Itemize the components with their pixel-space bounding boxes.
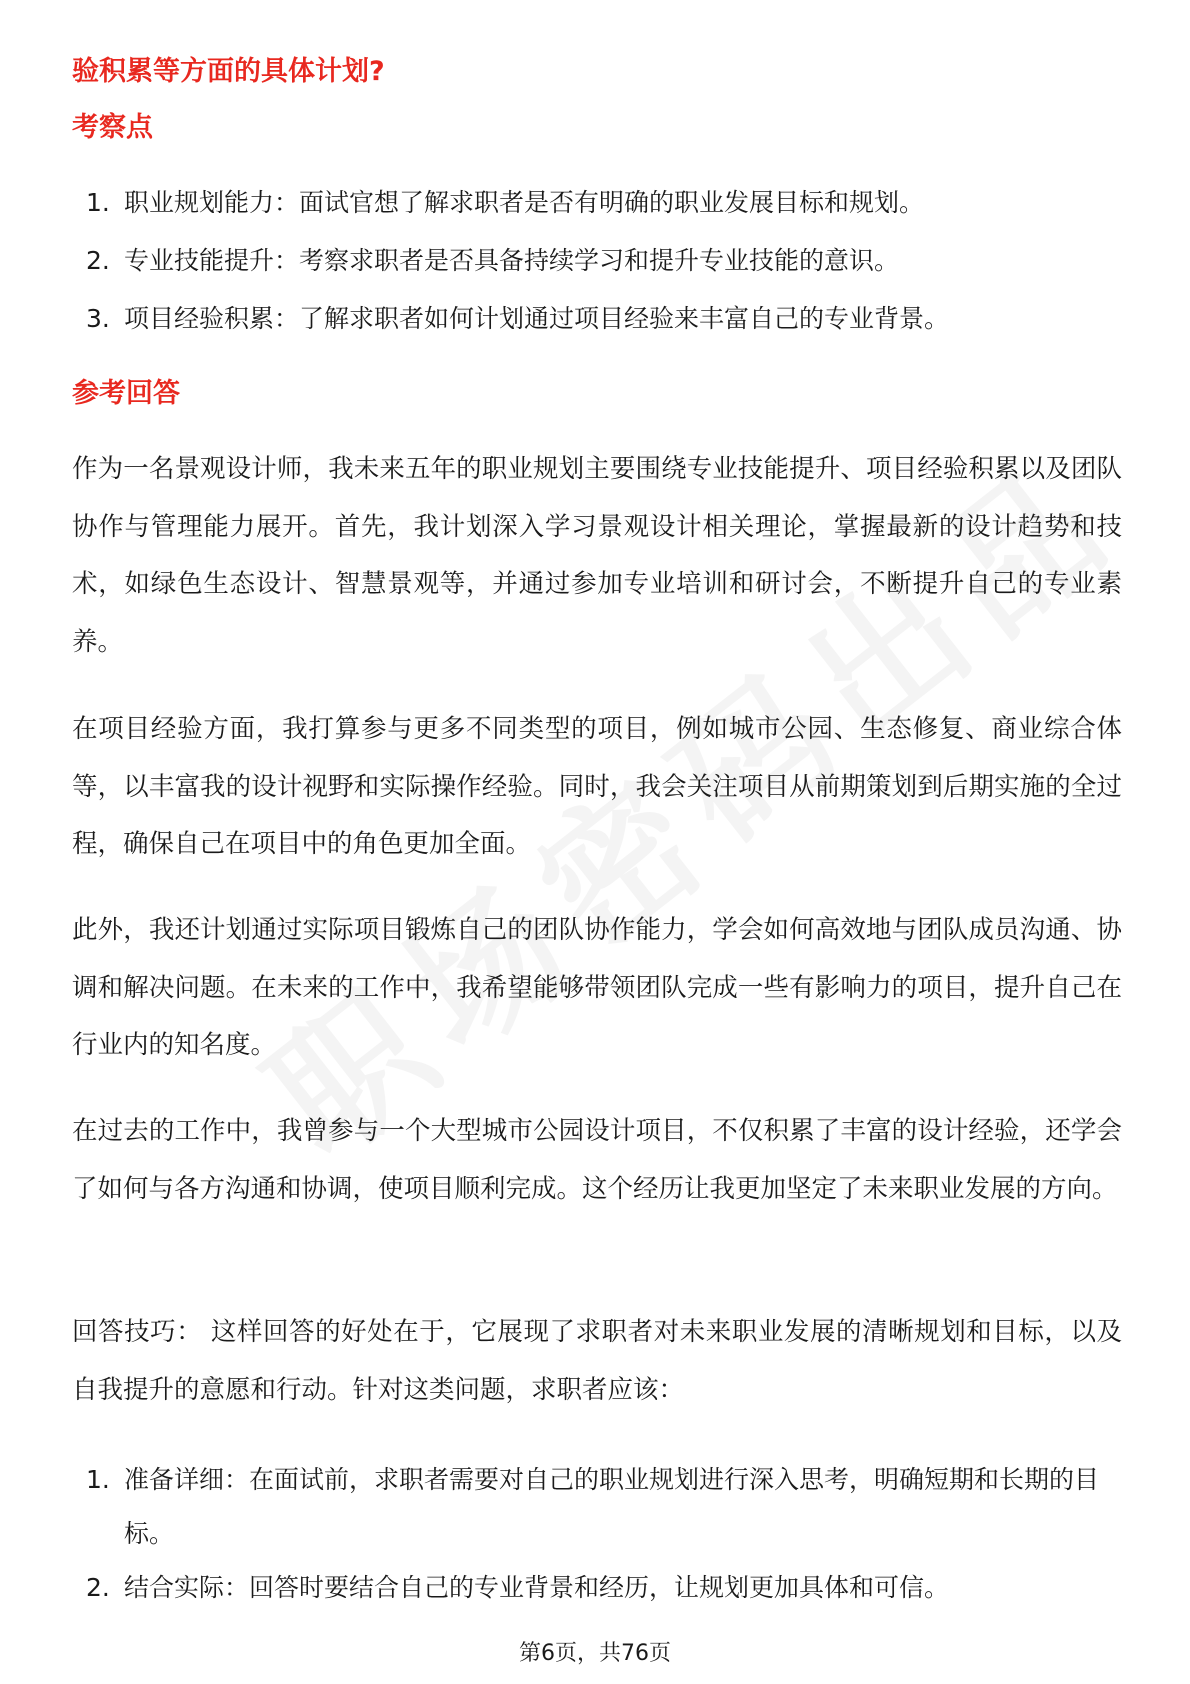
list-item <box>86 232 949 290</box>
list-item-text: 准备详细：在面试前，求职者需要对自己的职业规划进行深入思考，明确短期和长期的目标。 <box>124 1465 1100 1548</box>
list-item <box>86 290 949 348</box>
list-item-text: 专业技能提升：考察求职者是否具备持续学习和提升专业技能的意识。 <box>124 246 900 275</box>
list-number: 2. <box>86 1573 110 1602</box>
list-number: 1. <box>86 1465 110 1494</box>
page-footer: 第6页，共76页 <box>519 1641 671 1666</box>
list-item <box>86 1453 1122 1561</box>
answer-paragraph: 作为一名景观设计师，我未来五年的职业规划主要围绕专业技能提升、项目经验积累以及团队协作与管理能力展开。首先，我计划深入学习景观设计相关理论，掌握最新的设计趋势和技术，如绿色生态设计、智慧景观等，并通过参加专业培训和研讨会，不断提升自己的专业素养。 <box>72 454 1122 657</box>
list-number: 1. <box>86 188 110 217</box>
answer-paragraph: 此外，我还计划通过实际项目锻炼自己的团队协作能力，学会如何高效地与团队成员沟通、协调和解决问题。在未来的工作中，我希望能够带领团队完成一些有影响力的项目，提升自己在行业内的知名度。 <box>72 915 1122 1060</box>
tips-list <box>86 1453 1122 1615</box>
list-item <box>86 1561 1122 1615</box>
list-number: 2. <box>86 246 110 275</box>
question-title-continuation: 验积累等方面的具体计划? <box>72 56 385 87</box>
answer-paragraph: 在过去的工作中，我曾参与一个大型城市公园设计项目，不仅积累了丰富的设计经验，还学会了如何与各方沟通和协调，使项目顺利完成。这个经历让我更加坚定了未来职业发展的方向。 <box>72 1116 1122 1204</box>
list-item-text: 结合实际：回答时要结合自己的专业背景和经历，让规划更加具体和可信。 <box>124 1573 950 1602</box>
list-number: 3. <box>86 304 110 333</box>
section-heading-kaocha: 考察点 <box>72 112 153 143</box>
list-item <box>86 174 949 232</box>
tips-paragraph: 回答技巧： 这样回答的好处在于，它展现了求职者对未来职业发展的清晰规划和目标，以及自我提升的意愿和行动。针对这类问题，求职者应该： <box>72 1317 1122 1405</box>
section-heading-cankao: 参考回答 <box>72 378 180 409</box>
kaocha-list <box>86 174 949 348</box>
list-item-text: 职业规划能力：面试官想了解求职者是否有明确的职业发展目标和规划。 <box>124 188 925 217</box>
list-item-text: 项目经验积累：了解求职者如何计划通过项目经验来丰富自己的专业背景。 <box>124 304 950 333</box>
answer-paragraph: 在项目经验方面，我打算参与更多不同类型的项目，例如城市公园、生态修复、商业综合体等，以丰富我的设计视野和实际操作经验。同时，我会关注项目从前期策划到后期实施的全过程，确保自己在项目中的角色更加全面。 <box>72 714 1122 859</box>
